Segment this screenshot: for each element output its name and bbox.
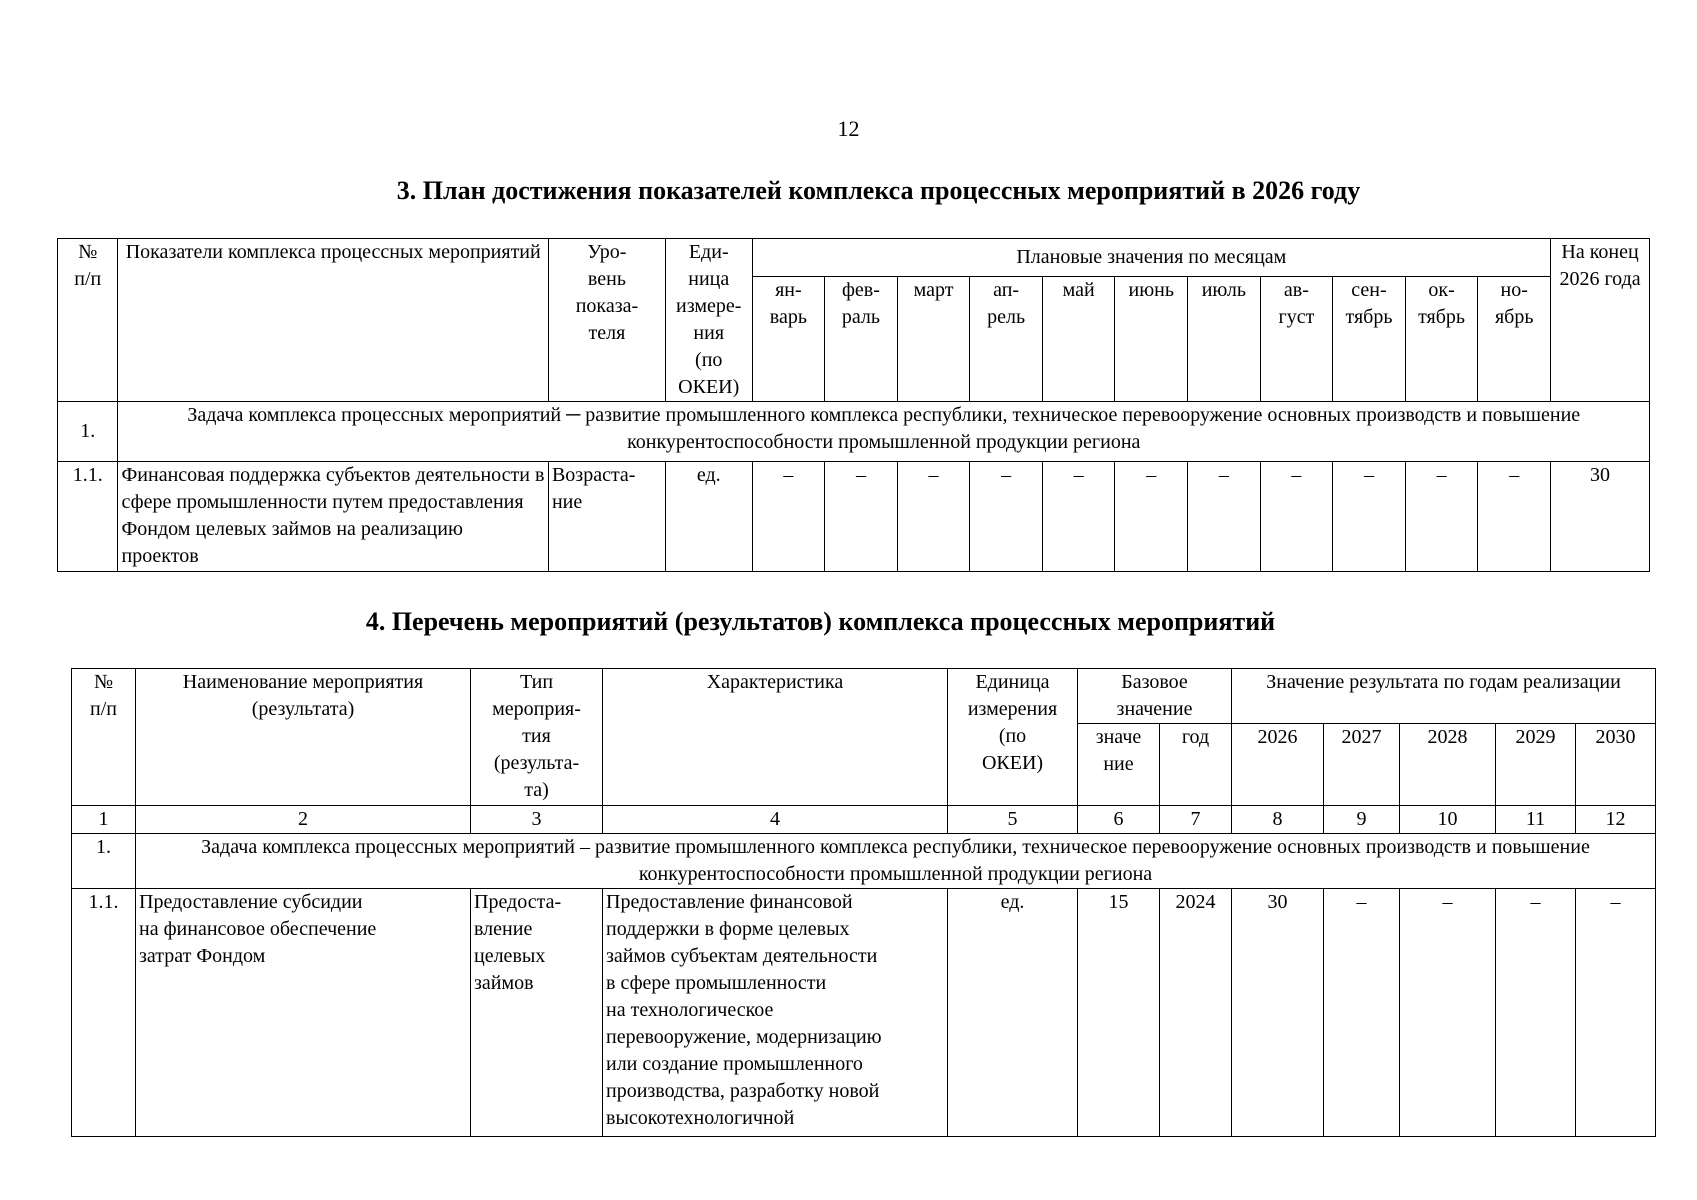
header-base: Базовое значение xyxy=(1078,669,1232,724)
column-number: 10 xyxy=(1400,806,1496,834)
row-month-value: – xyxy=(1478,462,1551,572)
row-num: 1.1. xyxy=(72,889,136,1137)
header-year: 2028 xyxy=(1400,724,1496,806)
column-number: 7 xyxy=(1160,806,1232,834)
row-indicator: Финансовая поддержка субъектов деятельности в сфере промышленности путем предоставления Фондом целевых займов на реализацию проектов xyxy=(118,462,548,572)
row-month-value: – xyxy=(1260,462,1333,572)
row-year-value: – xyxy=(1496,889,1576,1137)
task-description: Задача комплекса процессных мероприятий – развитие промышленного комплекса республики, техническое перевооружение основных производств и повышение конкурентоспособности промышленной продукции региона xyxy=(136,834,1656,889)
header-year: 2030 xyxy=(1576,724,1656,806)
header-month: март xyxy=(897,277,970,402)
header-num: № п/п xyxy=(58,239,118,402)
header-month: фев- раль xyxy=(825,277,898,402)
header-month: июнь xyxy=(1115,277,1188,402)
row-month-value: – xyxy=(970,462,1043,572)
row-year-end: 30 xyxy=(1551,462,1650,572)
row-month-value: – xyxy=(1405,462,1478,572)
section-4-title: 4. Перечень мероприятий (результатов) комплекса процессных мероприятий xyxy=(365,607,1276,636)
column-number: 6 xyxy=(1078,806,1160,834)
row-month-value: – xyxy=(752,462,825,572)
header-month: июль xyxy=(1188,277,1261,402)
header-num: № п/п xyxy=(72,669,136,806)
row-month-value: – xyxy=(1188,462,1261,572)
row-month-value: – xyxy=(825,462,898,572)
column-number: 5 xyxy=(948,806,1078,834)
row-unit: ед. xyxy=(948,889,1078,1137)
row-num: 1.1. xyxy=(58,462,118,572)
header-base-value: значе ние xyxy=(1078,724,1160,806)
row-month-value: – xyxy=(1042,462,1115,572)
header-month: май xyxy=(1042,277,1115,402)
header-month: ап- рель xyxy=(970,277,1043,402)
column-numbers-row xyxy=(72,806,1656,834)
row-year-value: 30 xyxy=(1232,889,1324,1137)
header-level: Уро- вень показа- теля xyxy=(548,239,665,402)
row-unit: ед. xyxy=(665,462,752,572)
row-characteristic: Предоставление финансовой поддержки в форме целевых займов субъектам деятельности в сфере промышленности на технологическое перевооружение, модернизацию или создание промышленного производства, разработку новой высокотехнологичной xyxy=(603,889,948,1137)
task-num: 1. xyxy=(58,402,118,462)
header-year: 2027 xyxy=(1324,724,1400,806)
header-name: Наименование мероприятия (результата) xyxy=(136,669,471,806)
task-num: 1. xyxy=(72,834,136,889)
column-number: 3 xyxy=(471,806,603,834)
header-characteristic: Характеристика xyxy=(603,669,948,806)
header-month: ав- густ xyxy=(1260,277,1333,402)
row-year-value: – xyxy=(1576,889,1656,1137)
header-year: 2026 xyxy=(1232,724,1324,806)
row-year-value: – xyxy=(1400,889,1496,1137)
header-monthly: Плановые значения по месяцам xyxy=(752,239,1551,277)
header-result: Значение результата по годам реализации xyxy=(1232,669,1656,724)
column-number: 1 xyxy=(72,806,136,834)
row-month-value: – xyxy=(1333,462,1406,572)
row-type: Предоста- вление целевых займов xyxy=(471,889,603,1137)
row-base-value: 15 xyxy=(1078,889,1160,1137)
column-number: 2 xyxy=(136,806,471,834)
column-number: 9 xyxy=(1324,806,1400,834)
row-base-year: 2024 xyxy=(1160,889,1232,1137)
header-month: сен- тябрь xyxy=(1333,277,1406,402)
column-number: 8 xyxy=(1232,806,1324,834)
row-year-value: – xyxy=(1324,889,1400,1137)
header-month: но- ябрь xyxy=(1478,277,1551,402)
header-base-year: год xyxy=(1160,724,1232,806)
indicators-plan-table xyxy=(57,238,1650,572)
header-indicator: Показатели комплекса процессных мероприятий xyxy=(118,239,548,402)
row-month-value: – xyxy=(897,462,970,572)
table-row xyxy=(72,889,1656,1137)
task-description: Задача комплекса процессных мероприятий ─ развитие промышленного комплекса республики, техническое перевооружение основных производств и повышение конкурентоспособности промышленной продукции региона xyxy=(118,402,1650,462)
activities-table xyxy=(71,668,1656,1137)
header-type: Тип мероприя- тия (результа- та) xyxy=(471,669,603,806)
row-level: Возраста- ние xyxy=(548,462,665,572)
header-month: ок- тябрь xyxy=(1405,277,1478,402)
header-unit: Единица измерения (по ОКЕИ) xyxy=(948,669,1078,806)
section-3-title: 3. План достижения показателей комплекса процессных мероприятий в 2026 году xyxy=(396,176,1361,205)
header-unit: Еди- ница измере- ния (по ОКЕИ) xyxy=(665,239,752,402)
column-number: 12 xyxy=(1576,806,1656,834)
column-number: 11 xyxy=(1496,806,1576,834)
header-year-end: На конец 2026 года xyxy=(1551,239,1650,402)
row-name: Предоставление субсидии на финансовое обеспечение затрат Фондом xyxy=(136,889,471,1137)
table-row xyxy=(58,462,1650,572)
header-year: 2029 xyxy=(1496,724,1576,806)
row-month-value: – xyxy=(1115,462,1188,572)
header-month: ян- варь xyxy=(752,277,825,402)
page-number: 12 xyxy=(837,116,860,141)
column-number: 4 xyxy=(603,806,948,834)
